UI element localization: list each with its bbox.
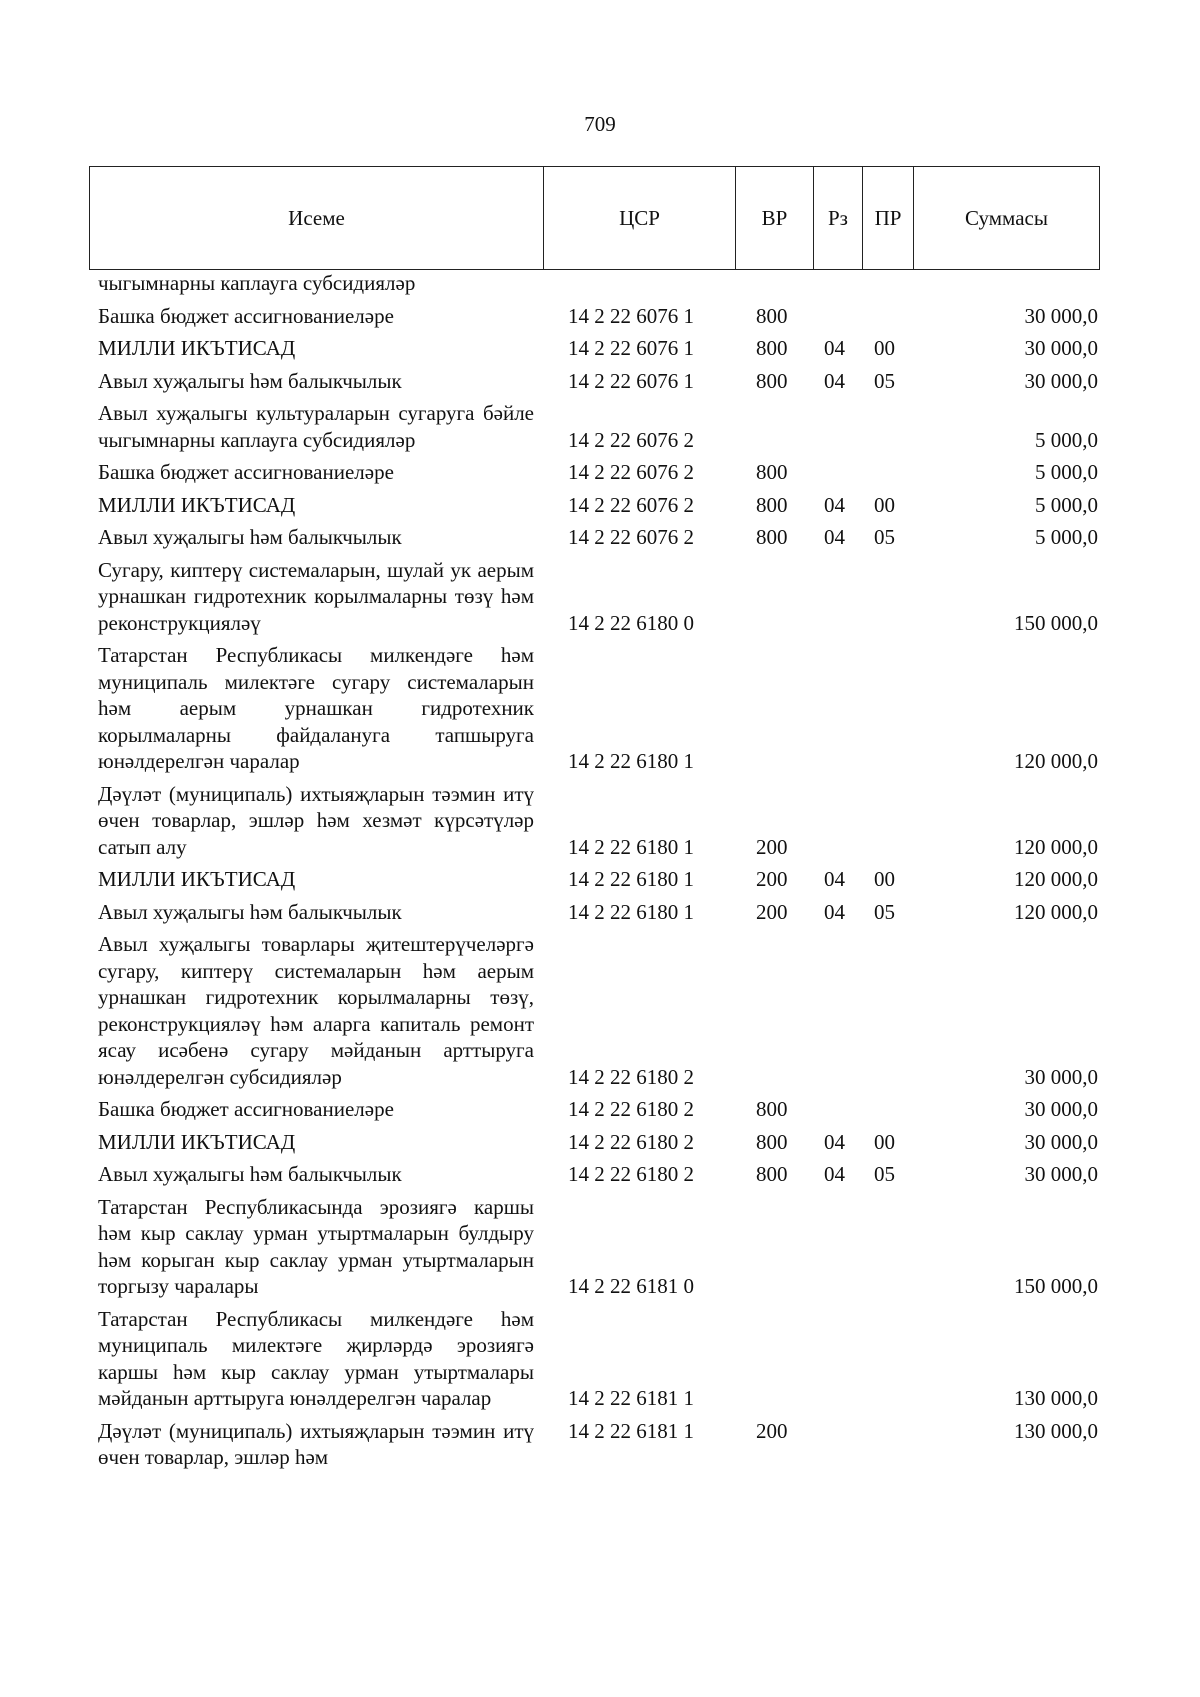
row-csr: 14 2 22 6180 1 <box>568 834 694 859</box>
row-rz: 04 <box>824 492 845 517</box>
table-row <box>98 1418 1098 1471</box>
row-name: Дәүләт (муниципаль) ихтыяҗларын тәэмин итү өчен товарлар, эшләр һәм <box>98 1418 534 1469</box>
row-name: Башка бюджет ассигнованиеләре <box>98 460 394 484</box>
row-name: МИЛЛИ ИКЪТИСАД <box>98 492 296 517</box>
row-name: МИЛЛИ ИКЪТИСАД <box>98 336 296 360</box>
table-row <box>98 524 1098 551</box>
table-row <box>98 1096 1098 1123</box>
row-sum: 30 000,0 <box>1024 1097 1098 1121</box>
header-csr: ЦСР <box>544 167 736 269</box>
row-sum: 5 000,0 <box>1035 492 1098 517</box>
row-name: Татарстан Республикасы милкендәге һәм муниципаль милектәге сугару системаларын һәм аерым урнашкан гидротехник корылмаларны файдалануга тапшыруга юнәлдерелгән чаралар <box>98 643 534 773</box>
row-name: Башка бюджет ассигнованиеләре <box>98 1097 394 1121</box>
row-sum: 120 000,0 <box>1014 867 1098 891</box>
row-vr: 800 <box>756 368 788 393</box>
row-vr: 200 <box>756 899 788 924</box>
row-csr: 14 2 22 6180 1 <box>568 899 694 924</box>
row-rz: 04 <box>824 336 845 360</box>
table-body <box>98 270 1098 1471</box>
row-vr: 800 <box>756 303 788 328</box>
row-csr: 14 2 22 6181 1 <box>568 1386 694 1410</box>
header-rz: Рз <box>814 167 863 269</box>
row-name: Башка бюджет ассигнованиеләре <box>98 303 394 328</box>
row-name: чыгымнарны каплауга субсидияләр <box>98 271 416 295</box>
row-csr: 14 2 22 6180 1 <box>568 749 694 773</box>
row-sum: 30 000,0 <box>1024 1064 1098 1089</box>
row-sum: 5 000,0 <box>1035 427 1098 452</box>
row-name: Авыл хуҗалыгы һәм балыкчылык <box>98 525 402 549</box>
row-name: Авыл хуҗалыгы һәм балыкчылык <box>98 899 402 924</box>
table-header <box>89 166 1100 270</box>
row-csr: 14 2 22 6180 1 <box>568 867 694 891</box>
table-row <box>98 335 1098 362</box>
row-rz: 04 <box>824 867 845 891</box>
row-vr: 200 <box>756 1419 788 1443</box>
row-csr: 14 2 22 6180 2 <box>568 1129 694 1154</box>
row-rz: 04 <box>824 899 845 924</box>
row-name: Татарстан Республикасында эрозиягә каршы һәм кыр саклау урман утыртмаларын булдыру һәм корыган кыр саклау урман утыртмаларын торгызу чаралары <box>98 1194 534 1298</box>
row-sum: 30 000,0 <box>1024 336 1098 360</box>
row-sum: 130 000,0 <box>1014 1419 1098 1443</box>
row-name: Сугару, киптерү системаларын, шулай ук аерым урнашкан гидротехник корылмаларны төзү һәм реконструкцияләү <box>98 557 534 635</box>
row-sum: 150 000,0 <box>1014 610 1098 635</box>
row-csr: 14 2 22 6180 2 <box>568 1097 694 1121</box>
table-row <box>98 303 1098 330</box>
row-sum: 150 000,0 <box>1014 1274 1098 1298</box>
row-sum: 5 000,0 <box>1035 525 1098 549</box>
row-name: Авыл хуҗалыгы культураларын сугаруга бәйле чыгымнарны каплауга субсидияләр <box>98 401 534 452</box>
row-sum: 30 000,0 <box>1024 368 1098 393</box>
header-sum: Суммасы <box>965 205 1048 230</box>
row-sum: 5 000,0 <box>1035 460 1098 484</box>
table-row <box>98 400 1098 453</box>
row-vr: 800 <box>756 1129 788 1154</box>
row-rz: 04 <box>824 368 845 393</box>
row-rz: 04 <box>824 525 845 549</box>
header-vr: ВР <box>736 167 814 269</box>
table-row <box>98 931 1098 1090</box>
row-vr: 200 <box>756 834 788 859</box>
row-sum: 130 000,0 <box>1014 1386 1098 1410</box>
row-pr: 00 <box>874 492 895 517</box>
row-csr: 14 2 22 6076 1 <box>568 303 694 328</box>
row-vr: 800 <box>756 525 788 549</box>
table-row <box>98 1129 1098 1156</box>
row-name: Авыл хуҗалыгы товарлары җитештерүчеләргә сугару, киптерү системаларын һәм аерым урнашкан гидротехник корылмаларны төзү, реконструкцияләү һәм аларга капиталь ремонт ясау исәбенә сугару мәйданын арттыруга юнәлдерелгән субсидияләр <box>98 932 534 1089</box>
table-row <box>98 1194 1098 1300</box>
row-pr: 05 <box>874 368 895 393</box>
row-pr: 05 <box>874 899 895 924</box>
row-vr: 200 <box>756 867 788 891</box>
table-row <box>98 1306 1098 1412</box>
row-vr: 800 <box>756 460 788 484</box>
row-csr: 14 2 22 6180 2 <box>568 1162 694 1186</box>
row-sum: 30 000,0 <box>1024 1129 1098 1154</box>
header-pr: ПР <box>863 167 914 269</box>
row-name: Татарстан Республикасы милкендәге һәм муниципаль милектәге җирләрдә эрозиягә каршы һәм кыр саклау урман утыртмалары мәйданын арттыруга юнәлдерелгән чаралар <box>98 1306 534 1410</box>
row-name: Авыл хуҗалыгы һәм балыкчылык <box>98 1162 402 1186</box>
row-sum: 120 000,0 <box>1014 899 1098 924</box>
row-vr: 800 <box>756 1097 788 1121</box>
row-csr: 14 2 22 6076 1 <box>568 368 694 393</box>
row-sum: 120 000,0 <box>1014 749 1098 773</box>
row-pr: 00 <box>874 867 895 891</box>
table-row <box>98 781 1098 861</box>
page-number: 709 <box>584 112 616 136</box>
header-name: Исеме <box>90 167 544 269</box>
row-sum: 30 000,0 <box>1024 303 1098 328</box>
row-name: МИЛЛИ ИКЪТИСАД <box>98 867 296 891</box>
table-row <box>98 1161 1098 1188</box>
row-name: МИЛЛИ ИКЪТИСАД <box>98 1129 296 1154</box>
row-csr: 14 2 22 6076 2 <box>568 525 694 549</box>
row-csr: 14 2 22 6076 2 <box>568 427 694 452</box>
row-rz: 04 <box>824 1162 845 1186</box>
row-pr: 00 <box>874 336 895 360</box>
row-rz: 04 <box>824 1129 845 1154</box>
row-csr: 14 2 22 6180 0 <box>568 610 694 635</box>
table-row <box>98 642 1098 775</box>
row-csr: 14 2 22 6076 2 <box>568 492 694 517</box>
row-name: Авыл хуҗалыгы һәм балыкчылык <box>98 368 402 393</box>
table-row <box>98 899 1098 926</box>
row-csr: 14 2 22 6180 2 <box>568 1064 694 1089</box>
row-sum: 30 000,0 <box>1024 1162 1098 1186</box>
row-pr: 00 <box>874 1129 895 1154</box>
row-name: Дәүләт (муниципаль) ихтыяҗларын тәэмин итү өчен товарлар, эшләр һәм хезмәт күрсәтүләр сатып алу <box>98 781 534 859</box>
row-csr: 14 2 22 6181 1 <box>568 1419 694 1443</box>
table-row <box>98 270 1098 297</box>
row-pr: 05 <box>874 525 895 549</box>
row-vr: 800 <box>756 1162 788 1186</box>
row-vr: 800 <box>756 492 788 517</box>
row-csr: 14 2 22 6181 0 <box>568 1274 694 1298</box>
row-csr: 14 2 22 6076 2 <box>568 460 694 484</box>
row-sum: 120 000,0 <box>1014 834 1098 859</box>
row-vr: 800 <box>756 336 788 360</box>
row-pr: 05 <box>874 1162 895 1186</box>
table-row <box>98 492 1098 519</box>
row-csr: 14 2 22 6076 1 <box>568 336 694 360</box>
table-row <box>98 459 1098 486</box>
table-row <box>98 557 1098 637</box>
table-row <box>98 866 1098 893</box>
table-row <box>98 368 1098 395</box>
